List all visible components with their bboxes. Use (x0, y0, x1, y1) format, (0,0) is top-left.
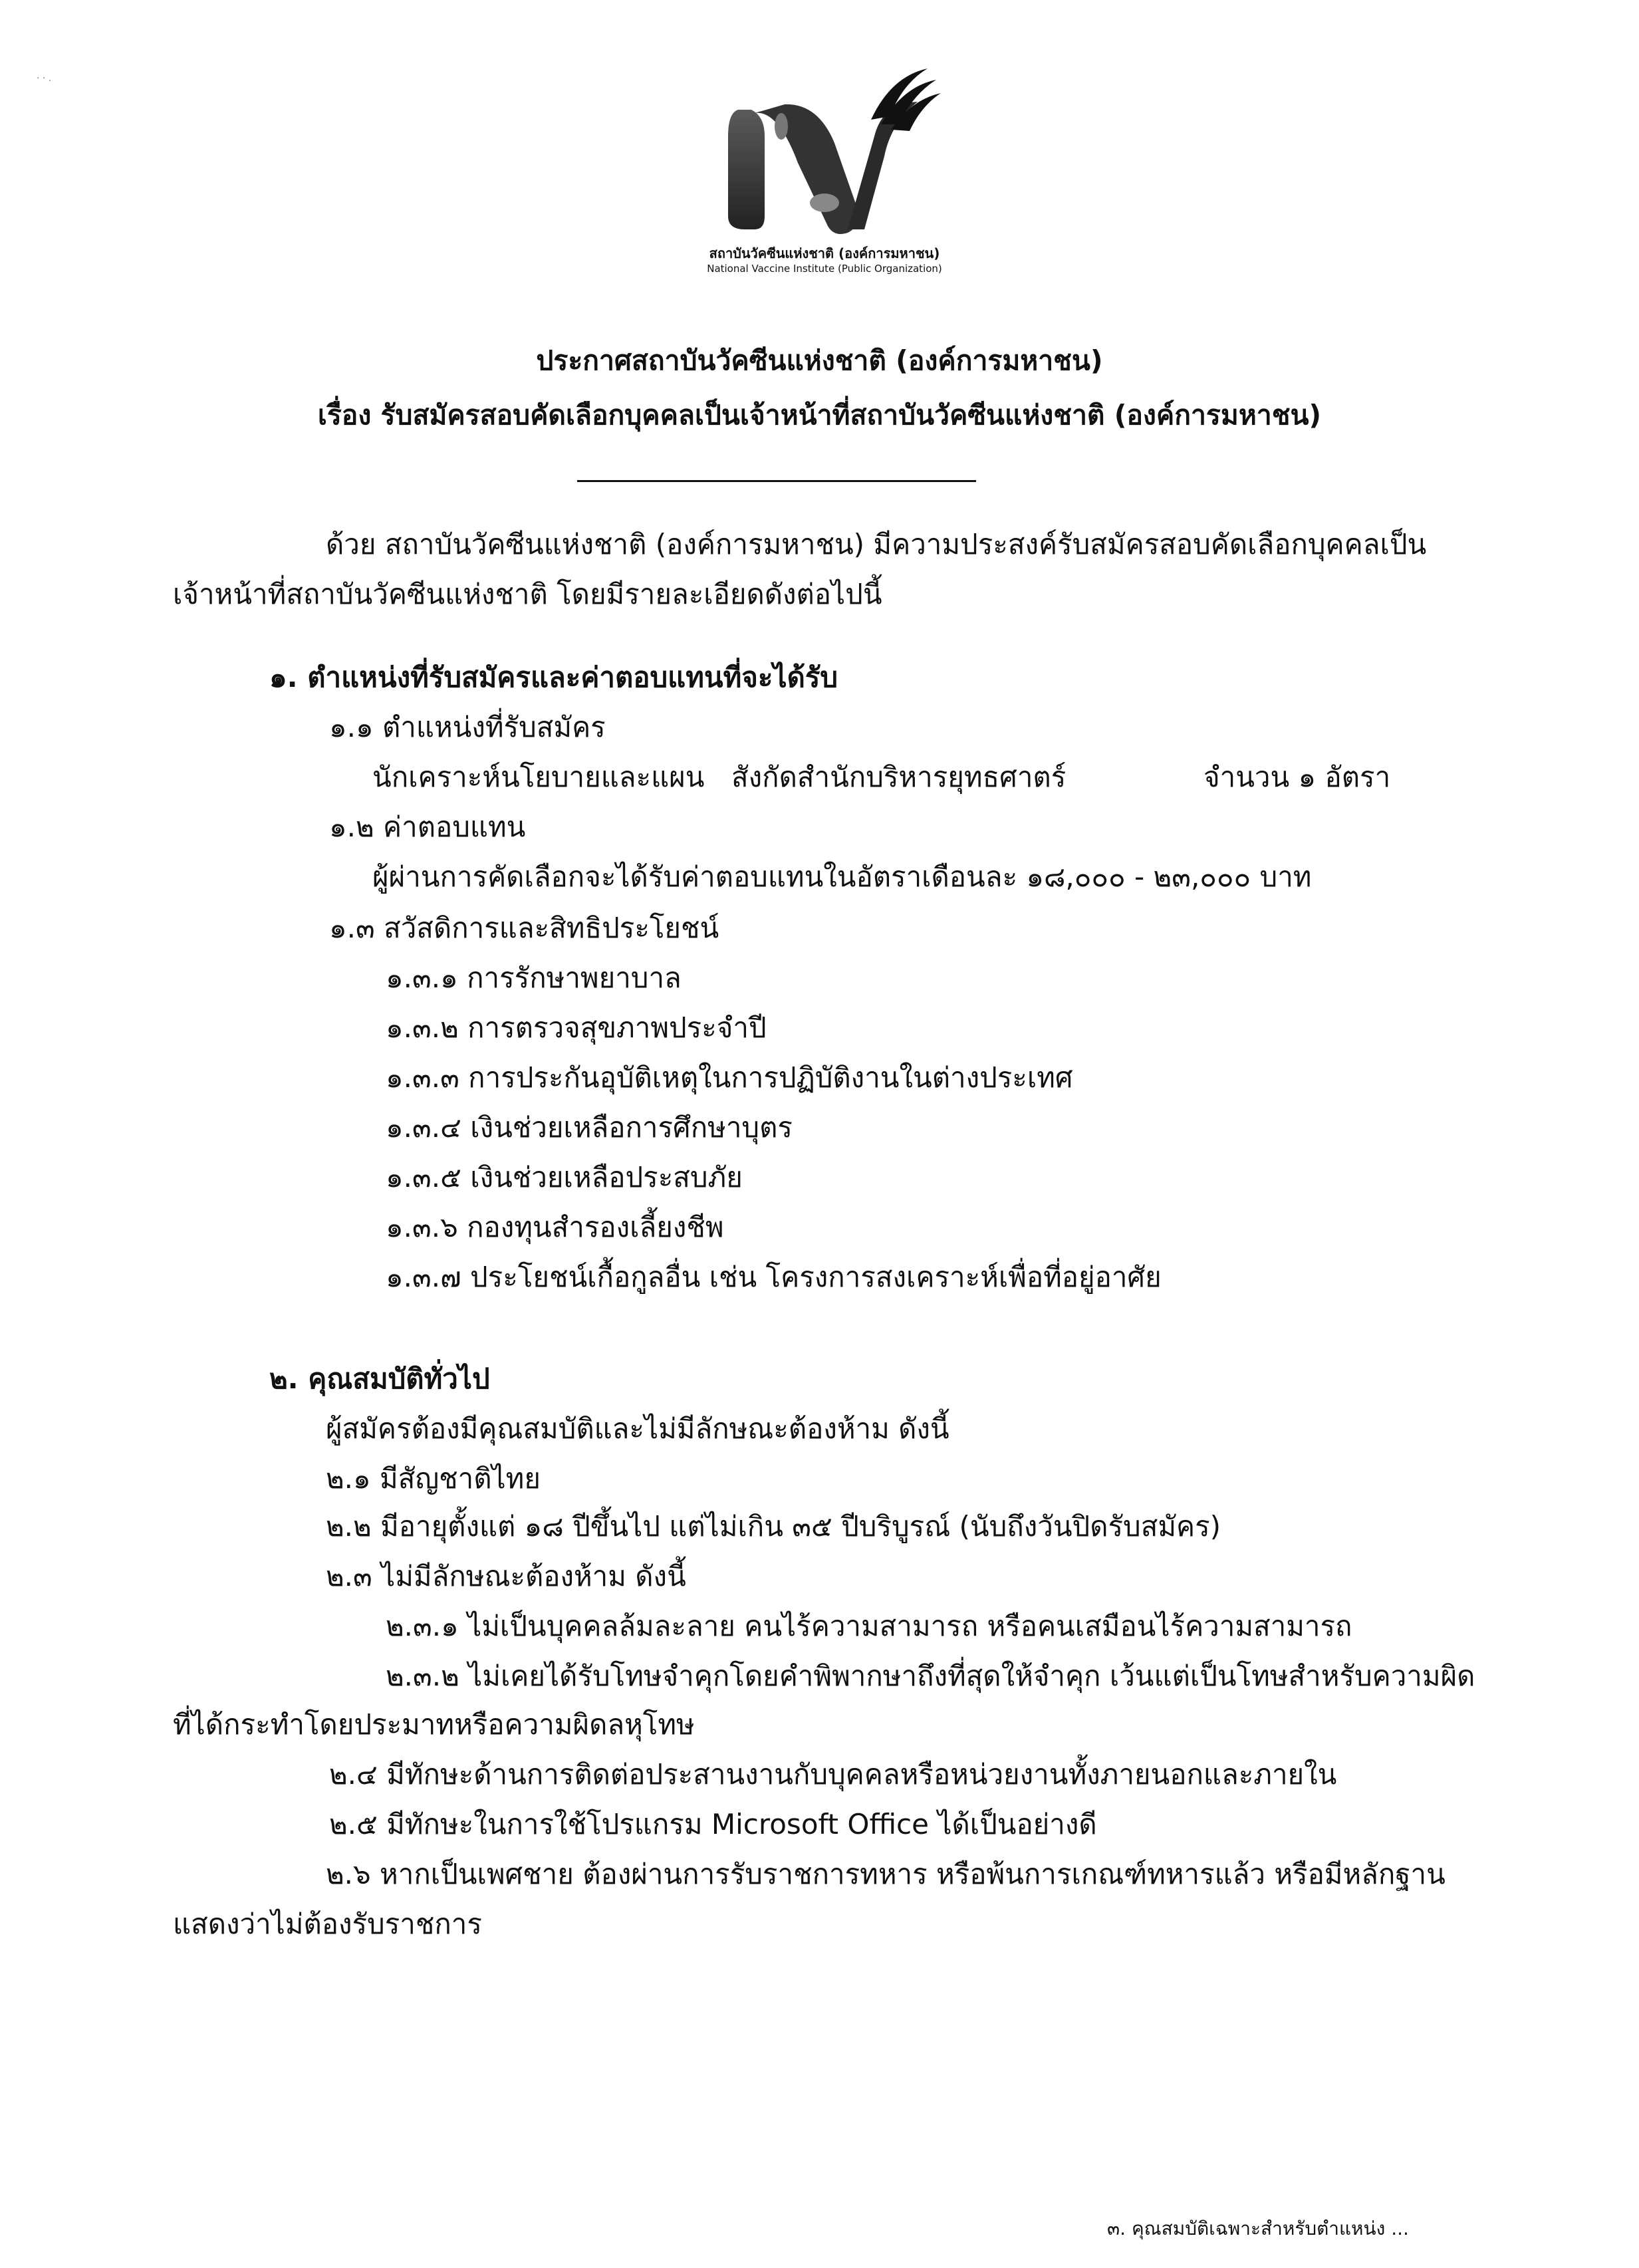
section-2-3: ๒.๓ ไม่มีลักษณะต้องห้าม ดังนี้ (326, 1560, 686, 1592)
nvi-logo (692, 63, 951, 283)
salary-line: ผู้ผ่านการคัดเลือกจะได้รับค่าตอบแทนในอัตราเดือนละ ๑๘,๐๐๐ - ๒๓,๐๐๐ บาท (372, 860, 1312, 893)
position-unit: สังกัดสำนักบริหารยุทธศาตร์ (731, 761, 1067, 793)
section-1-heading: ๑. ตำแหน่งที่รับสมัครและค่าตอบแทนที่จะได้รับ (269, 661, 838, 693)
announcement-title: ประกาศสถาบันวัคซีนแห่งชาติ (องค์การมหาชน) (536, 344, 1103, 376)
title-divider (577, 480, 976, 482)
section-2-2: ๒.๒ มีอายุตั้งแต่ ๑๘ ปีขึ้นไป แต่ไม่เกิน ๓๕ ปีบริบูรณ์ (นับถึงวันปิดรับสมัคร) (326, 1510, 1221, 1543)
benefit-item: ๑.๓.๖ กองทุนสำรองเลี้ยงชีพ (386, 1211, 724, 1243)
section-2-6-continued: แสดงว่าไม่ต้องรับราชการ (173, 1908, 482, 1940)
announcement-subject: เรื่อง รับสมัครสอบคัดเลือกบุคคลเป็นเจ้าหน้าที่สถาบันวัคซีนแห่งชาติ (องค์การมหาชน) (317, 399, 1322, 431)
section-1-3: ๑.๓ สวัสดิการและสิทธิประโยชน์ (329, 912, 719, 944)
section-2-3-2-continued: ที่ได้กระทำโดยประมาทหรือความผิดลหุโทษ (173, 1708, 695, 1741)
benefit-item: ๑.๓.๗ ประโยชน์เกื้อกูลอื่น เช่น โครงการสงเคราะห์เพื่อที่อยู่อาศัย (386, 1261, 1162, 1293)
page-continuation-note: ๓. คุณสมบัติเฉพาะสำหรับตำแหน่ง ... (1107, 2217, 1409, 2239)
section-2-6: ๒.๖ หากเป็นเพศชาย ต้องผ่านการรับราชการทหาร หรือพ้นการเกณฑ์ทหารแล้ว หรือมีหลักฐาน (326, 1858, 1446, 1890)
section-1-2: ๑.๒ ค่าตอบแทน (329, 811, 526, 843)
section-1-1: ๑.๑ ตำแหน่งที่รับสมัคร (329, 711, 606, 743)
benefit-item: ๑.๓.๒ การตรวจสุขภาพประจำปี (386, 1011, 767, 1044)
nvi-logo-icon (692, 63, 951, 243)
section-2-3-1: ๒.๓.๑ ไม่เป็นบุคคลล้มละลาย คนไร้ความสามารถ หรือคนเสมือนไร้ความสามารถ (386, 1610, 1352, 1642)
section-2-lead: ผู้สมัครต้องมีคุณสมบัติและไม่มีลักษณะต้องห้าม ดังนี้ (326, 1412, 949, 1445)
intro-line-2: เจ้าหน้าที่สถาบันวัคซีนแห่งชาติ โดยมีรายละเอียดดังต่อไปนี้ (173, 578, 882, 610)
benefit-item: ๑.๓.๔ เงินช่วยเหลือการศึกษาบุตร (386, 1111, 793, 1144)
benefit-item: ๑.๓.๓ การประกันอุบัติเหตุในการปฏิบัติงานในต่างประเทศ (386, 1061, 1073, 1094)
scan-speck: · · . (37, 73, 52, 84)
benefit-item: ๑.๓.๑ การรักษาพยาบาล (386, 961, 682, 994)
logo-caption-english: National Vaccine Institute (Public Organization) (707, 263, 942, 275)
logo-caption-thai: สถาบันวัคซีนแห่งชาติ (องค์การมหาชน) (709, 245, 940, 261)
section-2-heading: ๒. คุณสมบัติทั่วไป (269, 1362, 490, 1395)
section-2-5: ๒.๕ มีทักษะในการใช้โปรแกรม Microsoft Office ได้เป็นอย่างดี (329, 1808, 1097, 1840)
section-2-4: ๒.๔ มีทักษะด้านการติดต่อประสานงานกับบุคคลหรือหน่วยงานทั้งภายนอกและภายใน (329, 1758, 1337, 1791)
section-2-1: ๒.๑ มีสัญชาติไทย (326, 1462, 541, 1495)
position-name: นักเคราะห์นโยบายและแผน (372, 761, 705, 793)
section-2-3-2: ๒.๓.๒ ไม่เคยได้รับโทษจำคุกโดยคำพิพากษาถึงที่สุดให้จำคุก เว้นแต่เป็นโทษสำหรับความผิด (386, 1660, 1475, 1692)
benefit-item: ๑.๓.๕ เงินช่วยเหลือประสบภัย (386, 1161, 743, 1194)
position-count: จำนวน ๑ อัตรา (1203, 761, 1391, 793)
intro-line-1: ด้วย สถาบันวัคซีนแห่งชาติ (องค์การมหาชน) มีความประสงค์รับสมัครสอบคัดเลือกบุคคลเป็น (326, 528, 1427, 561)
